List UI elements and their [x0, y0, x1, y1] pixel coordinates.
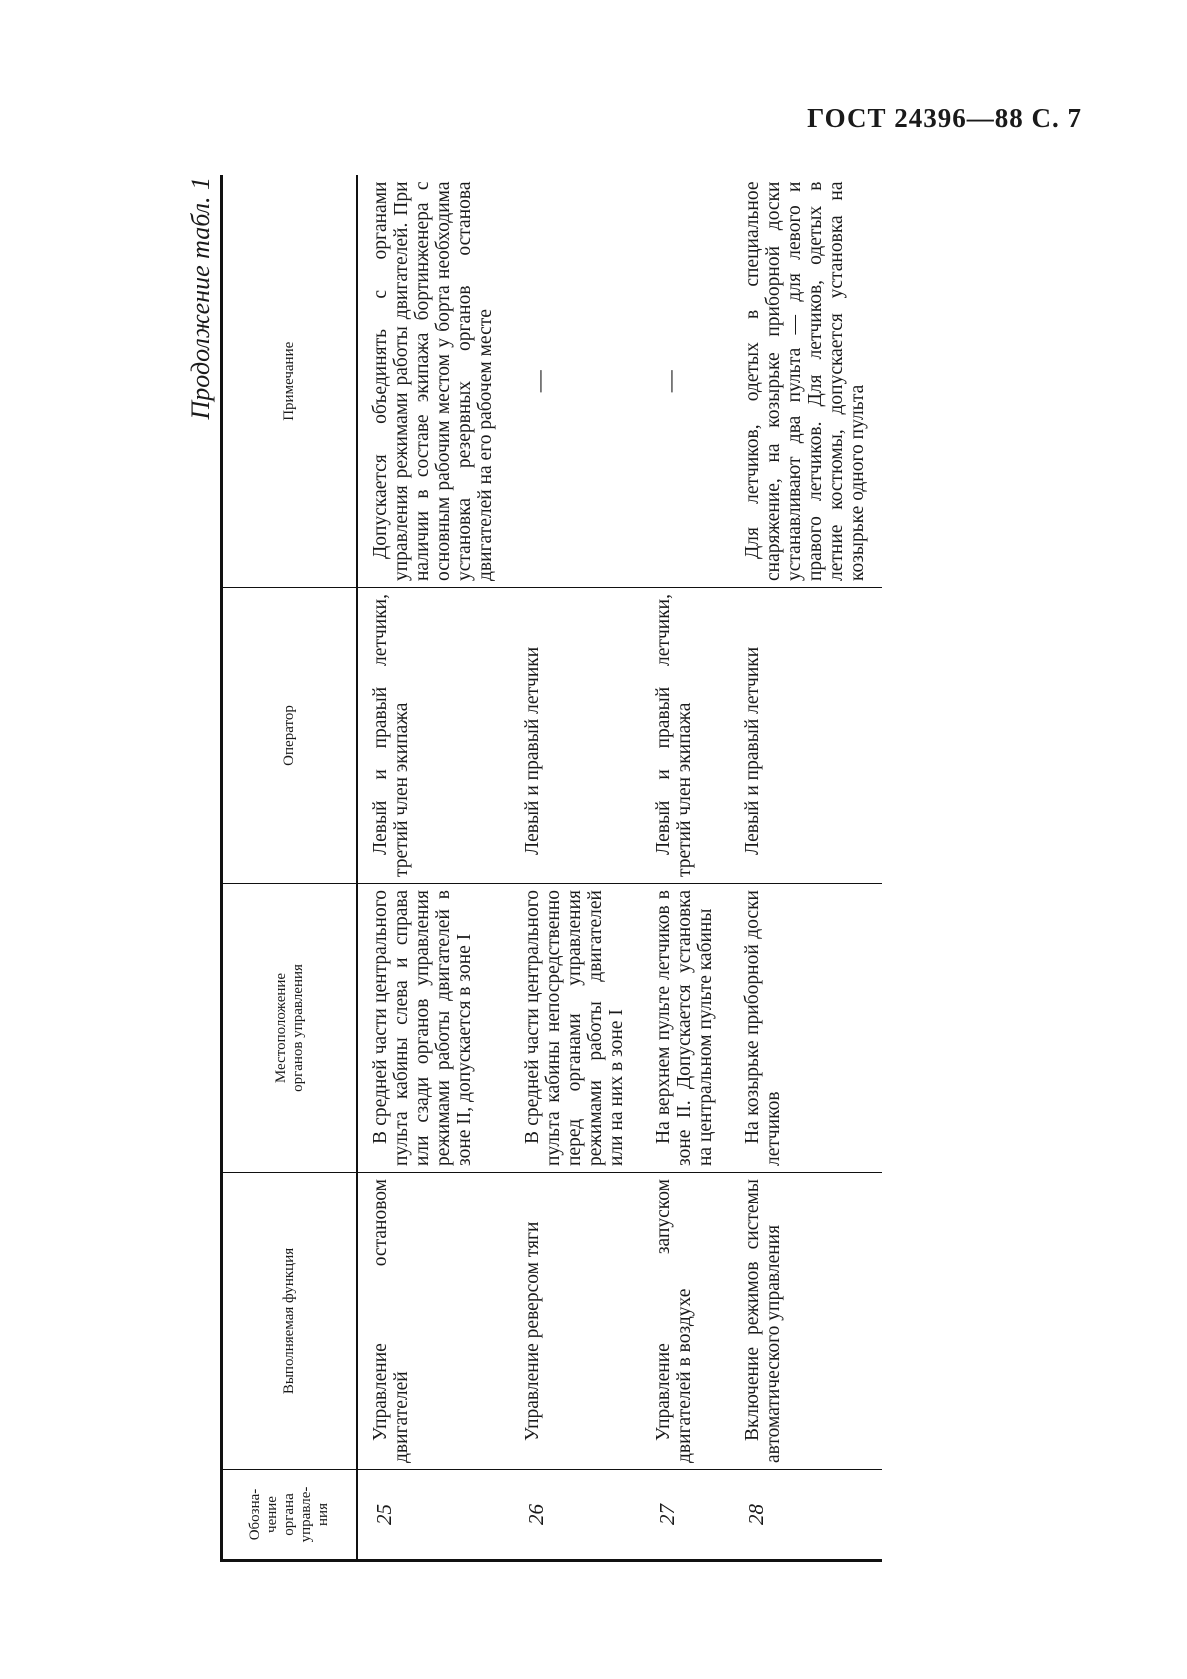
col-header-note: Примечание	[222, 176, 358, 588]
row-function: Включение режимов системы автоматического управления	[730, 1173, 882, 1470]
row-operator: Левый и правый летчики	[730, 588, 882, 884]
row-note: Для летчиков, одетых в специальное снаряжение, на козырьке приборной доски устанавливают два пульта — для левого и правого летчиков. Для летчиков, одетых в летние костюмы, допускается установка на козырьке одного пульта	[742, 181, 868, 581]
page-header: ГОСТ 24396—88 С. 7	[807, 103, 1082, 133]
col-header-operator: Оператор	[222, 588, 358, 884]
rotated-table-block	[170, 177, 1073, 1562]
row-function: Управление запуском двигателей в воздухе	[641, 1173, 730, 1470]
table-continuation-label: Продолжение табл. 1	[186, 177, 215, 420]
row-operator: Левый и правый летчики	[510, 588, 641, 884]
col-header-location: Местоположение органов управления	[222, 884, 358, 1173]
table-row	[730, 176, 882, 1561]
row-location: На верхнем пульте летчиков в зоне II. Допускается установка на центральном пульте кабины	[641, 884, 730, 1173]
row-note: —	[526, 370, 551, 393]
row-operator: Левый и правый летчики, третий член экипажа	[357, 588, 510, 884]
controls-table	[220, 176, 882, 1563]
row-id: 28	[730, 1470, 882, 1561]
row-operator: Левый и правый летчики, третий член экипажа	[641, 588, 730, 884]
row-location: В средней части центрального пульта кабины непосредственно перед органами управления режимами работы двигателей или на них в зоне I	[510, 884, 641, 1173]
table-header-row	[222, 176, 358, 1561]
table-row	[641, 176, 730, 1561]
row-location: В средней части центрального пульта кабины слева и справа или сзади органов управления режимами работы двигателей в зоне II, допускается в зоне I	[357, 884, 510, 1173]
row-id: 26	[510, 1470, 641, 1561]
row-function: Управление остановом двигателей	[357, 1173, 510, 1470]
table-row	[510, 176, 641, 1561]
col-header-function: Выполняемая функция	[222, 1173, 358, 1470]
col-header-designation: Обозна- чение органа управле- ния	[222, 1470, 358, 1561]
row-note: Допускается объединять с органами управления режимами работы двигателей. При наличии в составе экипажа бортинженера с основным рабочим местом у борта необходима установка резервных органов останова двигателей на его рабочем месте	[370, 181, 496, 581]
row-function: Управление реверсом тяги	[510, 1173, 641, 1470]
row-id: 25	[357, 1470, 510, 1561]
row-id: 27	[641, 1470, 730, 1561]
row-note: —	[657, 370, 682, 393]
table-row	[357, 176, 510, 1561]
row-location: На козырьке приборной доски летчиков	[730, 884, 882, 1173]
